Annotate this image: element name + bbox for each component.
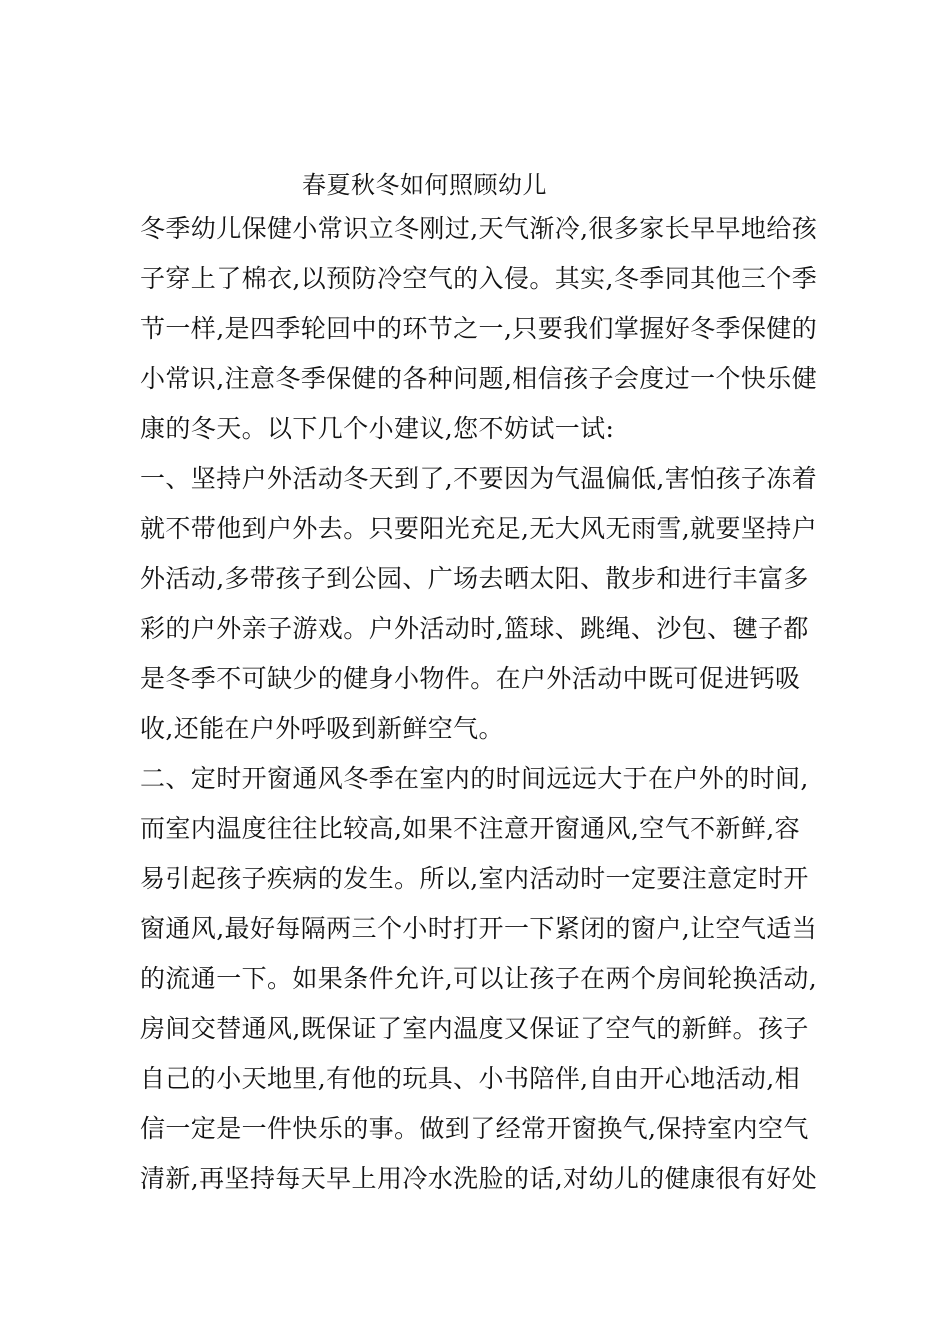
body-line: 就不带他到户外去。只要阳光充足,无大风无雨雪,就要坚持户 bbox=[140, 514, 818, 543]
body-line: 易引起孩子疾病的发生。所以,室内活动时一定要注意定时开 bbox=[140, 864, 809, 893]
body-line: 冬季幼儿保健小常识立冬刚过,天气渐冷,很多家长早早地给孩 bbox=[140, 214, 818, 243]
body-line: 房间交替通风,既保证了室内温度又保证了空气的新鲜。孩子 bbox=[140, 1014, 809, 1043]
body-line: 而室内温度往往比较高,如果不注意开窗通风,空气不新鲜,容 bbox=[140, 814, 801, 843]
body-line: 清新,再坚持每天早上用冷水洗脸的话,对幼儿的健康很有好处 bbox=[140, 1164, 818, 1193]
body-line: 是冬季不可缺少的健身小物件。在户外活动中既可促进钙吸 bbox=[140, 664, 801, 693]
body-line: 的流通一下。如果条件允许,可以让孩子在两个房间轮换活动, bbox=[140, 964, 818, 993]
body-line: 一、坚持户外活动冬天到了,不要因为气温偏低,害怕孩子冻着 bbox=[140, 464, 818, 493]
body-line: 窗通风,最好每隔两三个小时打开一下紧闭的窗户,让空气适当 bbox=[140, 914, 818, 943]
body-line: 外活动,多带孩子到公园、广场去晒太阳、散步和进行丰富多 bbox=[140, 564, 809, 593]
body-line: 自己的小天地里,有他的玩具、小书陪伴,自由开心地活动,相 bbox=[140, 1064, 801, 1093]
body-line: 子穿上了棉衣,以预防冷空气的入侵。其实,冬季同其他三个季 bbox=[140, 264, 818, 293]
body-line: 二、定时开窗通风冬季在室内的时间远远大于在户外的时间, bbox=[140, 764, 809, 793]
document-body bbox=[140, 210, 830, 1210]
body-line: 小常识,注意冬季保健的各种问题,相信孩子会度过一个快乐健 bbox=[140, 364, 818, 393]
document-title: 春夏秋冬如何照顾幼儿 bbox=[302, 171, 547, 199]
body-line: 康的冬天。以下几个小建议,您不妨试一试: bbox=[140, 414, 615, 443]
body-line: 收,还能在户外呼吸到新鲜空气。 bbox=[140, 714, 504, 743]
body-line: 彩的户外亲子游戏。户外活动时,篮球、跳绳、沙包、毽子都 bbox=[140, 614, 809, 643]
body-line: 节一样,是四季轮回中的环节之一,只要我们掌握好冬季保健的 bbox=[140, 314, 818, 343]
body-line: 信一定是一件快乐的事。做到了经常开窗换气,保持室内空气 bbox=[140, 1114, 809, 1143]
